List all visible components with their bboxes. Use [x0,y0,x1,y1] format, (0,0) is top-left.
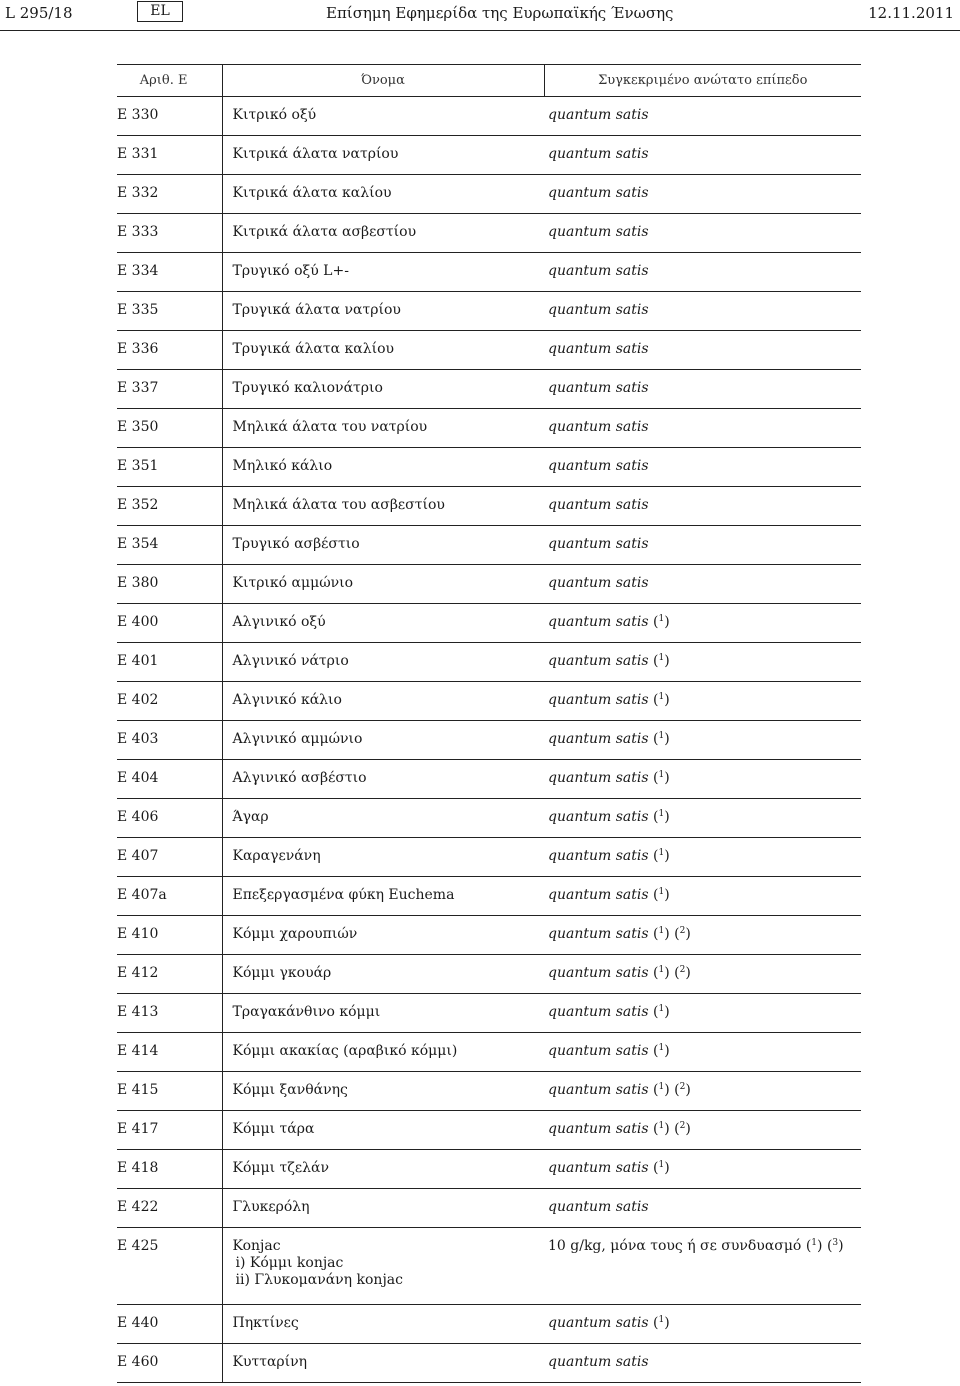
max-level-cell [544,1150,861,1189]
additive-name: Τραγακάνθινο κόμμι [232,1004,381,1020]
footnote-reference: ($^1$) [648,692,670,708]
footnote-reference: ($^1$) [648,965,670,981]
table-row [117,721,861,760]
footnote-reference: ($^1$) [648,1082,670,1098]
max-level-value: 10 g/kg, μόνα τους ή σε συνδυασμό [548,1238,802,1254]
additive-name: Αλγινικό οξύ [232,614,326,630]
footnote-reference: ($^2$) [669,1082,691,1098]
additive-name-cell [222,526,544,565]
e-number-cell: E 380 [117,565,222,604]
table-row [117,760,861,799]
additive-name: Κιτρικά άλατα καλίου [232,185,392,201]
table-row [117,643,861,682]
e-number-cell: E 401 [117,643,222,682]
additive-name: Τρυγικό οξύ L+- [232,263,349,279]
table-row [117,1344,861,1383]
table-row [117,916,861,955]
additive-name: Άγαρ [232,809,269,825]
footnote-reference: ($^1$) [648,1315,670,1331]
table-row [117,526,861,565]
table-row [117,292,861,331]
additive-name-cell [222,1305,544,1344]
page-reference: L 295/18 [5,4,73,22]
max-level-value: quantum satis [548,1121,649,1137]
additive-name-cell [222,448,544,487]
table-row [117,955,861,994]
max-level-cell [544,877,861,916]
e-number-cell: E 402 [117,682,222,721]
max-level-cell [544,604,861,643]
max-level-cell [544,253,861,292]
footnote-reference: ($^1$) [648,1004,670,1020]
max-level-value: quantum satis [548,1199,649,1215]
max-level-cell [544,1033,861,1072]
table-row [117,1033,861,1072]
max-level-cell [544,760,861,799]
footnote-reference: ($^1$) [648,653,670,669]
additive-name: Konjac [232,1238,281,1254]
e-number-cell: E 350 [117,409,222,448]
max-level-value: quantum satis [548,809,649,825]
footnote-reference: ($^1$) [648,1043,670,1059]
max-level-value: quantum satis [548,653,649,669]
max-level-value: quantum satis [548,770,649,786]
additive-name-cell [222,565,544,604]
footnote-reference: ($^1$) [648,926,670,942]
footnote-reference: ($^1$) [648,848,670,864]
additive-name-cell [222,253,544,292]
max-level-cell [544,682,861,721]
additive-subitem: ii) Γλυκομανάνη konjac [235,1272,403,1288]
language-badge: EL [137,1,183,22]
max-level-value: quantum satis [548,965,649,981]
additive-name-cell [222,175,544,214]
table-row [117,838,861,877]
max-level-cell [544,175,861,214]
footnote-reference: ($^2$) [669,926,691,942]
max-level-value: quantum satis [548,341,649,357]
max-level-value: quantum satis [548,887,649,903]
max-level-cell [544,916,861,955]
additive-name: Αλγινικό ασβέστιο [232,770,367,786]
additive-name-cell [222,721,544,760]
table-row [117,682,861,721]
max-level-value: quantum satis [548,1082,649,1098]
max-level-value: quantum satis [548,224,649,240]
max-level-cell [544,370,861,409]
additive-name-cell [222,916,544,955]
additive-name: Κόμμι ακακίας (αραβικό κόμμι) [232,1043,458,1059]
max-level-value: quantum satis [548,536,649,552]
additive-name: Γλυκερόλη [232,1199,310,1215]
additive-name: Πηκτίνες [232,1315,299,1331]
page-header [0,0,960,31]
max-level-cell [544,1305,861,1344]
journal-title: Επίσημη Εφημερίδα της Ευρωπαϊκής Ένωσης [326,4,674,22]
additive-name: Μηλικά άλατα του ασβεστίου [232,497,445,513]
additive-name: Τρυγικά άλατα καλίου [232,341,395,357]
additive-name-cell [222,487,544,526]
max-level-cell [544,526,861,565]
additive-name: Κόμμι ξανθάνης [232,1082,348,1098]
table-row [117,136,861,175]
max-level-cell [544,214,861,253]
max-level-cell [544,448,861,487]
footnote-reference: ($^2$) [669,965,691,981]
table-row [117,1150,861,1189]
table-row [117,448,861,487]
e-number-cell: E 414 [117,1033,222,1072]
footnote-reference: ($^1$) [648,809,670,825]
additive-name: Κιτρικό οξύ [232,107,317,123]
max-level-cell [544,1189,861,1228]
e-number-cell: E 330 [117,97,222,136]
additive-name-cell [222,214,544,253]
additive-name: Επεξεργασμένα φύκη Euchema [232,887,455,903]
max-level-value: quantum satis [548,263,649,279]
e-number-cell: E 412 [117,955,222,994]
table-row [117,1189,861,1228]
e-number-cell: E 351 [117,448,222,487]
max-level-value: quantum satis [548,1354,649,1370]
max-level-value: quantum satis [548,1160,649,1176]
additive-name: Αλγινικό αμμώνιο [232,731,363,747]
additive-name: Κιτρικά άλατα ασβεστίου [232,224,417,240]
additive-name-cell [222,409,544,448]
max-level-cell [544,1228,861,1305]
additive-name-cell [222,604,544,643]
max-level-value: quantum satis [548,614,649,630]
max-level-value: quantum satis [548,575,649,591]
publication-date: 12.11.2011 [868,4,954,22]
e-number-cell: E 422 [117,1189,222,1228]
additive-name: Κυτταρίνη [232,1354,308,1370]
e-number-cell: E 407 [117,838,222,877]
footnote-reference: ($^1$) [801,1238,823,1254]
table-row [117,1072,861,1111]
e-number-cell: E 331 [117,136,222,175]
additive-name: Κόμμι χαρουπιών [232,926,358,942]
max-level-value: quantum satis [548,146,649,162]
e-number-cell: E 417 [117,1111,222,1150]
e-number-cell: E 415 [117,1072,222,1111]
max-level-value: quantum satis [548,458,649,474]
max-level-cell [544,1072,861,1111]
max-level-value: quantum satis [548,107,649,123]
table-header-row [117,65,861,97]
additive-name: Μηλικά άλατα του νατρίου [232,419,428,435]
max-level-value: quantum satis [548,380,649,396]
additive-name-cell [222,1344,544,1383]
footnote-reference: ($^1$) [648,731,670,747]
table-row [117,487,861,526]
additive-name-cell [222,331,544,370]
additive-name: Τρυγικό ασβέστιο [232,536,360,552]
additive-name-cell [222,994,544,1033]
additive-name: Αλγινικό κάλιο [232,692,342,708]
e-number-cell: E 332 [117,175,222,214]
table-row [117,565,861,604]
additive-name-cell [222,1033,544,1072]
table-row [117,175,861,214]
e-number-cell: E 403 [117,721,222,760]
additive-name-cell [222,682,544,721]
table-row [117,331,861,370]
additive-name-cell [222,1189,544,1228]
max-level-cell [544,1111,861,1150]
additive-name: Κιτρικό αμμώνιο [232,575,354,591]
e-number-cell: E 337 [117,370,222,409]
additive-name: Κόμμι τάρα [232,1121,315,1137]
max-level-value: quantum satis [548,1004,649,1020]
additive-name: Τρυγικό καλιονάτριο [232,380,383,396]
footnote-reference: ($^3$) [822,1238,844,1254]
additive-name: Κιτρικά άλατα νατρίου [232,146,399,162]
additive-name: Μηλικό κάλιο [232,458,333,474]
table-row [117,97,861,136]
max-level-value: quantum satis [548,731,649,747]
additive-name-cell [222,955,544,994]
table-body [117,97,861,1383]
table-row [117,253,861,292]
max-level-value: quantum satis [548,419,649,435]
table-row [117,409,861,448]
table-row [117,1111,861,1150]
additives-table [117,64,861,1383]
additive-name: Καραγενάνη [232,848,321,864]
table-row [117,799,861,838]
additive-name-cell [222,643,544,682]
table-row [117,604,861,643]
e-number-cell: E 352 [117,487,222,526]
max-level-cell [544,409,861,448]
additive-name: Κόμμι τζελάν [232,1160,329,1176]
max-level-cell [544,838,861,877]
max-level-cell [544,331,861,370]
additive-name-cell [222,1111,544,1150]
table-row [117,214,861,253]
e-number-cell: E 335 [117,292,222,331]
e-number-cell: E 354 [117,526,222,565]
max-level-value: quantum satis [548,1315,649,1331]
max-level-cell [544,292,861,331]
max-level-cell [544,955,861,994]
max-level-cell [544,994,861,1033]
max-level-cell [544,643,861,682]
additive-name-cell [222,838,544,877]
table-row [117,370,861,409]
table-row [117,1228,861,1305]
max-level-value: quantum satis [548,1043,649,1059]
e-number-cell: E 336 [117,331,222,370]
max-level-value: quantum satis [548,692,649,708]
footnote-reference: ($^1$) [648,614,670,630]
e-number-cell: E 406 [117,799,222,838]
table-row [117,877,861,916]
e-number-cell: E 425 [117,1228,222,1305]
max-level-cell [544,136,861,175]
additive-name-cell [222,760,544,799]
footnote-reference: ($^1$) [648,887,670,903]
additive-subitem: i) Κόμμι konjac [235,1255,344,1271]
max-level-cell [544,799,861,838]
footnote-reference: ($^1$) [648,1121,670,1137]
e-number-cell: E 413 [117,994,222,1033]
e-number-cell: E 334 [117,253,222,292]
column-header-name: Όνομα [222,65,544,97]
column-header-e-number: Αριθ. Ε [117,65,222,97]
e-number-cell: E 407a [117,877,222,916]
max-level-value: quantum satis [548,926,649,942]
additive-name-cell [222,370,544,409]
additive-name: Τρυγικά άλατα νατρίου [232,302,401,318]
footnote-reference: ($^1$) [648,770,670,786]
max-level-cell [544,565,861,604]
additive-name-cell [222,1228,544,1305]
e-number-cell: E 418 [117,1150,222,1189]
e-number-cell: E 410 [117,916,222,955]
additive-name-cell [222,799,544,838]
additive-name-cell [222,877,544,916]
e-number-cell: E 333 [117,214,222,253]
max-level-value: quantum satis [548,497,649,513]
max-level-value: quantum satis [548,848,649,864]
max-level-cell [544,97,861,136]
max-level-value: quantum satis [548,185,649,201]
additive-name-cell [222,1150,544,1189]
e-number-cell: E 400 [117,604,222,643]
additive-name-cell [222,136,544,175]
table-row [117,994,861,1033]
additive-name: Αλγινικό νάτριο [232,653,349,669]
additive-name-cell [222,292,544,331]
max-level-value: quantum satis [548,302,649,318]
column-header-max-level: Συγκεκριμένο ανώτατο επίπεδο [544,65,861,97]
max-level-cell [544,487,861,526]
e-number-cell: E 460 [117,1344,222,1383]
footnote-reference: ($^2$) [669,1121,691,1137]
footnote-reference: ($^1$) [648,1160,670,1176]
max-level-cell [544,1344,861,1383]
e-number-cell: E 440 [117,1305,222,1344]
max-level-cell [544,721,861,760]
table-row [117,1305,861,1344]
additive-name: Κόμμι γκουάρ [232,965,332,981]
additive-name-cell [222,1072,544,1111]
additive-name-cell [222,97,544,136]
e-number-cell: E 404 [117,760,222,799]
